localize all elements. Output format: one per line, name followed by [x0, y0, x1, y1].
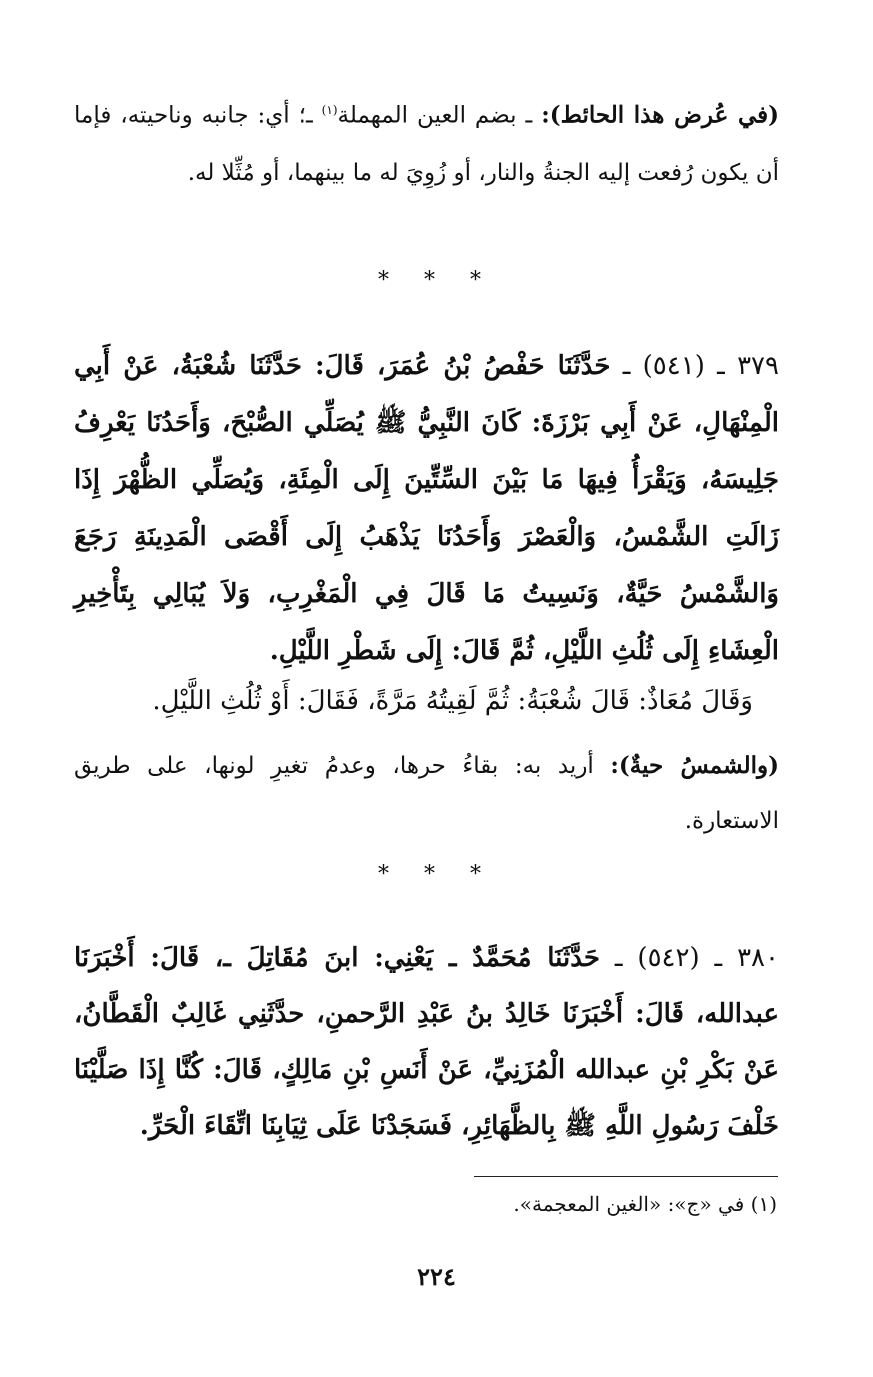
muadh-narration: وَقَالَ مُعَاذٌ: قَالَ شُعْبَةُ: ثُمَّ لَقِيتُهُ مَرَّةً، فَقَالَ: أَوْ ثُلُثِ اللَّيْلِ. — [152, 686, 753, 716]
page-number: ٢٢٤ — [417, 1262, 456, 1291]
commentary-term: (في عُرض هذا الحائط): — [541, 101, 780, 129]
commentary-paragraph-1 — [74, 82, 779, 202]
commentary-term: (والشمسُ حيةٌ): — [610, 752, 780, 779]
hadith-380 — [74, 930, 779, 1154]
hadith-379 — [74, 338, 779, 680]
section-separator: * * * — [378, 862, 495, 887]
footnote-divider — [474, 1176, 778, 1177]
footnote-ref: (١) — [321, 103, 338, 117]
commentary-text: ـ بضم العين المهملة — [337, 102, 533, 129]
footnote: (١) في «ج»: «الغين المعجمة». — [513, 1192, 777, 1216]
hadith-text: حَدَّثَنَا مُحَمَّدٌ ـ يَعْنِي: ابنَ مُقَاتِلَ ـ، قَالَ: أَخْبَرَنَا عبدالله، قَالَ: أَخْبَرَنَا خَالِدُ بنُ عَبْدِ الرَّحمنِ، حدَّثَنِي غَالِبٌ الْقَطَّانُ، عَنْ بَكْرِ بْنِ عبدالله الْمُزَنِيِّ، عَنْ أَنَسِ بْنِ مَالِكٍ، قَالَ: كُنَّا إِذَا صَلَّيْنَا خَلْفَ رَسُولِ اللَّهِ ﷺ بِالظَّهَائِرِ، فَسَجَدْنَا عَلَى ثِيَابِنَا اتِّقَاءَ الْحَرِّ. — [74, 943, 779, 1141]
hadith-number: ٣٨٠ ـ (٥٤٢) ـ — [614, 943, 779, 973]
hadith-number: ٣٧٩ ـ (٥٤١) ـ — [622, 351, 779, 381]
commentary-text: أريد به: بقاءُ حرها، وعدمُ تغيرِ لونها، على طريق الاستعارة. — [74, 753, 779, 834]
commentary-text: ـ؛ أي: جانبه وناحيته، فإما أن يكون رُفعت إليه الجنةُ والنار، أو زُوِيَ له ما بينهما، أو مُثِّلا له. — [74, 102, 779, 186]
hadith-text: حَدَّثَنَا حَفْصُ بْنُ عُمَرَ، قَالَ: حَدَّثَنَا شُعْبَةُ، عَنْ أَبِي الْمِنْهَالِ، عَنْ أَبِي بَرْزَةَ: كَانَ النَّبِيُّ ﷺ يُصَلِّي الصُّبْحَ، وَأَحَدُنَا يَعْرِفُ جَلِيسَهُ، وَيَقْرَأُ فِيهَا مَا بَيْنَ السِّتِّينَ إِلَى الْمِئَةِ، وَيُصَلِّي الظُّهْرَ إِذَا زَالَتِ الشَّمْسُ، وَالْعَصْرَ وَأَحَدُنَا يَذْهَبُ إِلَى أَقْصَى الْمَدِينَةِ رَجَعَ وَالشَّمْسُ حَيَّةٌ، وَنَسِيتُ مَا قَالَ فِي الْمَغْرِبِ، وَلاَ يُبَالِي بِتَأْخِيرِ الْعِشَاءِ إِلَى ثُلُثِ اللَّيْلِ، ثُمَّ قَالَ: إِلَى شَطْرِ اللَّيْلِ. — [74, 351, 779, 666]
section-separator: * * * — [378, 268, 495, 293]
commentary-paragraph-2 — [74, 738, 779, 849]
